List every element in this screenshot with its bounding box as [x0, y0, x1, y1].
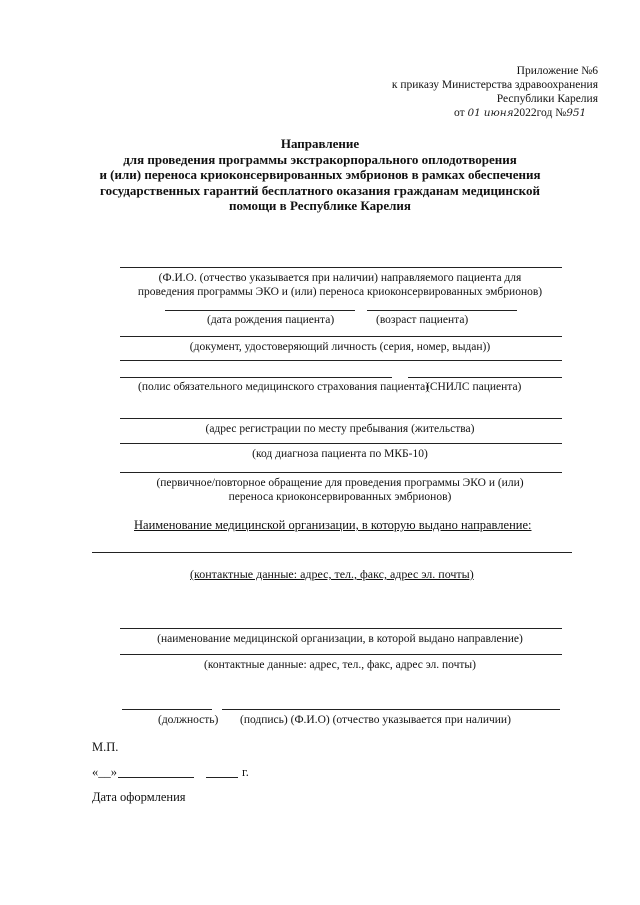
title-line-4: государственных гарантий бесплатного оказания гражданам медицинской — [100, 182, 540, 198]
oms-underline — [120, 377, 392, 378]
birth-date-underline — [165, 310, 355, 311]
date-of-issue-label: Дата оформления — [92, 790, 186, 804]
issuing-org-underline — [120, 628, 562, 629]
issuing-org-caption: (наименование медицинской организации, в которой выдано направление) — [157, 633, 523, 645]
signature-underline — [222, 709, 560, 710]
order-date-line — [454, 106, 586, 120]
order-number-handwritten: 951 — [566, 107, 587, 119]
age-caption: (возраст пациента) — [376, 314, 469, 326]
date-prefix: от — [454, 107, 465, 119]
fio-underline — [120, 267, 562, 268]
appeal-caption-2: переноса криоконсервированных эмбрионов) — [228, 491, 452, 503]
address-underline — [120, 418, 562, 419]
icd-underline — [120, 443, 562, 444]
document-caption: (документ, удостоверяющий личность (серия, номер, выдан)) — [189, 341, 491, 353]
position-caption: (должность) — [158, 714, 219, 726]
document-underline — [120, 336, 562, 337]
snils-caption: (СНИЛС пациента) — [426, 381, 522, 393]
date-month-handwritten: июня — [483, 107, 514, 119]
target-org-underline — [92, 552, 572, 553]
position-underline — [122, 709, 212, 710]
date-month-underline — [118, 777, 194, 778]
address-caption: (адрес регистрации по месту пребывания (жительства) — [205, 423, 475, 435]
fio-caption-1: (Ф.И.О. (отчество указывается при наличии) направляемого пациента для — [158, 272, 522, 284]
title-line-1: Направление — [280, 136, 360, 151]
signature-caption: (подпись) (Ф.И.О) (отчество указывается при наличии) — [240, 714, 511, 726]
oms-caption: (полис обязательного медицинского страхования пациента) — [138, 381, 430, 393]
title-line-2: для проведения программы экстракорпорального оплодотворения — [123, 151, 517, 167]
icd-caption: (код диагноза пациента по МКБ-10) — [252, 448, 428, 460]
issuing-contacts-underline — [120, 654, 562, 655]
stamp-label: М.П. — [92, 740, 119, 754]
fio-caption-2: проведения программы ЭКО и (или) переноса криоконсервированных эмбрионов) — [137, 286, 543, 298]
appendix-number: Приложение №6 — [516, 65, 598, 77]
title-line-3: и (или) переноса криоконсервированных эмбрионов в рамках обеспечения — [99, 167, 541, 182]
number-prefix: № — [555, 107, 567, 119]
appeal-underline — [120, 472, 562, 473]
snils-underline — [408, 377, 562, 378]
age-underline — [367, 310, 517, 311]
title-line-5: помощи в Республике Карелия — [229, 198, 411, 213]
order-reference: к приказу Министерства здравоохранения — [391, 79, 598, 91]
target-contacts-caption: (контактные данные: адрес, тел., факс, адрес эл. почты) — [190, 567, 474, 581]
year-suffix: г. — [242, 765, 249, 779]
republic-name: Республики Карелия — [496, 93, 598, 105]
date-year-underline — [206, 777, 238, 778]
date-year: 2022год — [513, 107, 553, 119]
target-org-heading: Наименование медицинской организации, в которую выдано направление: — [134, 518, 532, 532]
document-title — [0, 136, 640, 214]
appeal-caption-1: (первичное/повторное обращение для проведения программы ЭКО и (или) — [156, 477, 524, 489]
extra-underline-1 — [120, 360, 562, 361]
date-open: «__» — [92, 765, 117, 779]
issuing-contacts-caption: (контактные данные: адрес, тел., факс, адрес эл. почты) — [204, 659, 476, 671]
birth-date-caption: (дата рождения пациента) — [207, 314, 335, 326]
date-day-handwritten: 01 — [467, 107, 481, 119]
